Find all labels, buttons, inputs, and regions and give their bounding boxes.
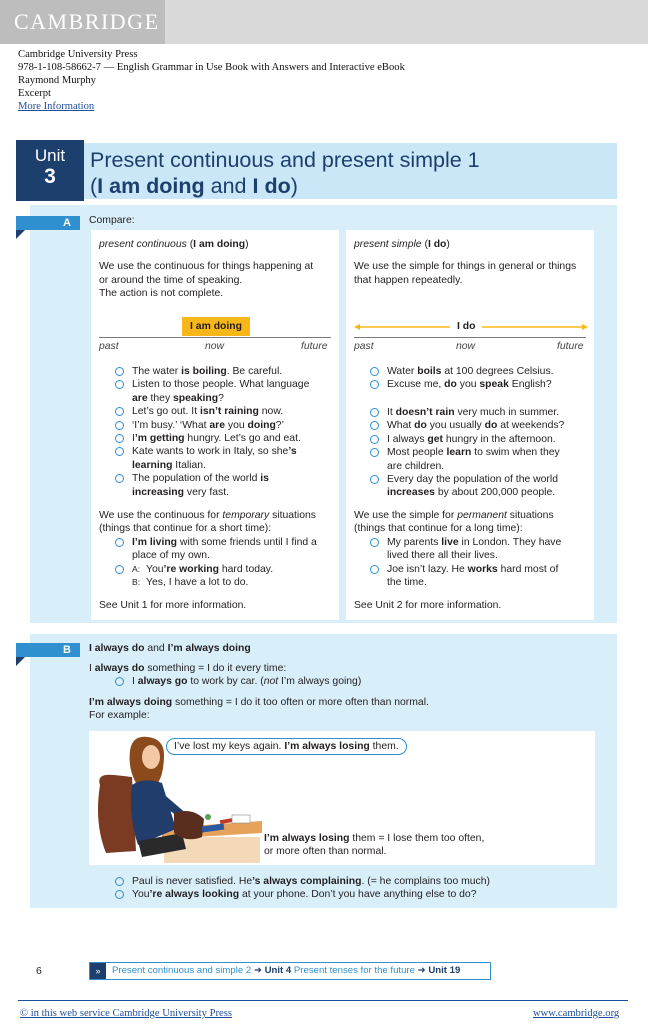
bullet-circle-icon [115,565,124,574]
bullet-circle-icon [370,475,379,484]
section-b-tab: B [16,643,80,657]
bullet-circle-icon [115,434,124,443]
bullet-circle-icon [115,538,124,547]
more-information-link[interactable]: More Information [18,101,95,112]
simple-examples-1 [367,365,593,392]
bullet-circle-icon [370,435,379,444]
bullet-circle-icon [115,380,124,389]
bullet-circle-icon [115,447,124,456]
always-doing-examples [112,875,602,902]
continuous-now: now [205,341,225,352]
cambridge-logo[interactable]: CAMBRIDGE [14,9,160,34]
double-chevron-icon: » [90,963,106,979]
temporary-examples [112,536,336,590]
list-item: Kate wants to work in Italy, so she’s learning Italian. [112,445,336,472]
bullet-circle-icon [115,367,124,376]
list-item: Excuse me, do you speak English? [367,378,593,391]
unit-label: Unit [34,146,66,165]
list-item: You’re always looking at your phone. Don’t you have anything else to do? [112,888,602,901]
list-item: It doesn’t rain very much in summer. [367,406,593,419]
bullet-circle-icon [370,421,379,430]
simple-intro: We use the simple for things in general or things that happen repeatedly. [354,261,577,286]
simple-now: now [456,341,476,352]
list-item: Listen to those people. What language are they speaking? [112,378,336,405]
continuous-column [99,238,335,301]
list-item: Let’s go out. It isn’t raining now. [112,405,336,418]
bullet-circle-icon [370,448,379,457]
list-item: What do you usually do at weekends? [367,419,593,432]
list-item: ‘I’m busy.’ ‘What are you doing?’ [112,419,336,432]
simple-heading: present simple (I do) [354,239,450,250]
simple-examples-2 [367,406,593,500]
copyright-link[interactable]: © in this web service Cambridge University Press [20,1008,232,1019]
cross-reference-links[interactable]: Present continuous and simple 2 ➜ Unit 4 Present tenses for the future ➜ Unit 19 [112,965,461,976]
simple-past: past [354,341,374,352]
unit-title-line2: (I am doing and I do) [90,174,298,198]
permanent-note: We use the simple for permanent situations (things that continue for a long time): [354,510,554,535]
i-do-tag: I do [457,321,476,332]
unit-badge [16,140,84,201]
section-b-corner [16,657,25,666]
author: Raymond Murphy [18,75,96,86]
book-metadata [18,48,405,113]
bullet-circle-icon [115,890,124,899]
always-do-example [112,675,592,688]
bullet-circle-icon [370,380,379,389]
list-item: Paul is never satisfied. He’s always complaining. (= he complains too much) [112,875,602,888]
always-losing-explanation: I’m always losing them = I lose them too often, or more often than normal. [264,833,485,858]
bullet-circle-icon [370,408,379,417]
bullet-circle-icon [115,474,124,483]
continuous-timeline [99,337,331,338]
list-item: Most people learn to swim when they are children. [367,446,593,473]
unit-title-line1: Present continuous and present simple 1 [90,148,480,172]
page-number: 6 [36,966,42,977]
definition-always-doing: I’m always doing something = I do it too often or more often than normal. For example: [89,697,429,722]
list-item: Joe isn’t lazy. He works hard most of the time. [367,563,593,590]
continuous-future: future [301,341,328,352]
unit-title-band [84,143,617,199]
compare-label: Compare: [89,215,135,226]
bullet-circle-icon [370,565,379,574]
top-banner [0,0,648,44]
logo-block [0,0,165,44]
i-am-doing-tag: I am doing [182,317,250,336]
list-item: A: You’re working hard today. [112,563,336,576]
publisher: Cambridge University Press [18,49,138,60]
continuous-intro: We use the continuous for things happening at or around the time of speaking. The action is not complete. [99,261,314,300]
see-unit-1: See Unit 1 for more information. [99,600,247,611]
section-a-corner [16,230,25,239]
definition-always-do: I always do something = I do it every time: [89,663,287,675]
permanent-examples [367,536,593,590]
continuous-examples [112,365,336,499]
simple-column [354,238,590,287]
list-item: My parents live in London. They have lived there all their lives. [367,536,593,563]
section-b-text [89,642,609,676]
unit-number: 3 [44,165,56,188]
bullet-circle-icon [370,538,379,547]
section-a-tab: A [16,216,80,230]
simple-timeline [354,337,586,338]
isbn-title: 978-1-108-58662-7 — English Grammar in Use Book with Answers and Interactive eBook [18,62,405,73]
list-item: Every day the population of the world increases by about 200,000 people. [367,473,593,500]
bullet-circle-icon [115,421,124,430]
bullet-circle-icon [115,877,124,886]
list-item: The water is boiling. Be careful. [112,365,336,378]
continuous-heading: present continuous (I am doing) [99,239,249,250]
excerpt-label: Excerpt [18,88,51,99]
continuous-past: past [99,341,119,352]
list-item: I always go to work by car. (not I’m always going) [112,675,592,688]
simple-future: future [557,341,584,352]
see-unit-2: See Unit 2 for more information. [354,600,502,611]
bullet-circle-icon [115,407,124,416]
list-item: I’m getting hungry. Let’s go and eat. [112,432,336,445]
temporary-note: We use the continuous for temporary situations (things that continue for a short time): [99,510,316,535]
bullet-circle-icon [370,367,379,376]
cross-reference-bar [89,962,491,980]
website-link[interactable]: www.cambridge.org [533,1008,620,1019]
list-item: Water boils at 100 degrees Celsius. [367,365,593,378]
speech-bubble: I’ve lost my keys again. I’m always losing them. [166,738,407,755]
footer-divider [18,1000,628,1001]
list-item: I always get hungry in the afternoon. [367,433,593,446]
section-b-heading: I always do and I’m always doing [89,643,251,654]
list-item: I’m living with some friends until I find a place of my own. [112,536,336,563]
list-item: The population of the world is increasing very fast. [112,472,336,499]
bullet-circle-icon [115,677,124,686]
list-item: B: Yes, I have a lot to do. [132,577,249,589]
